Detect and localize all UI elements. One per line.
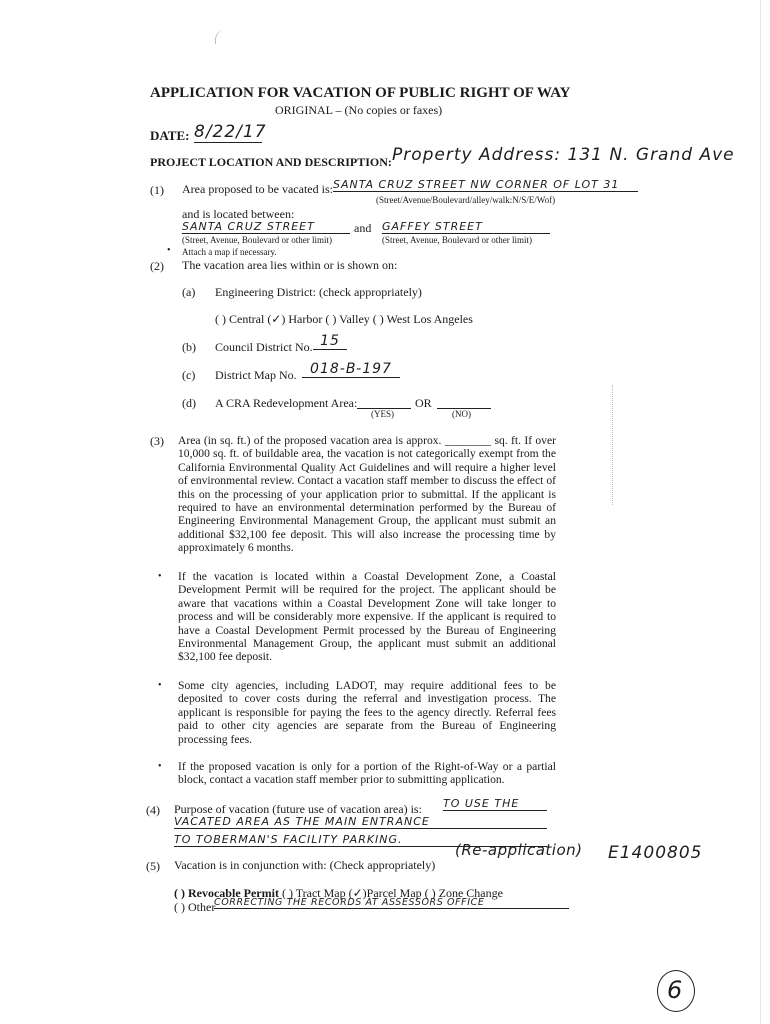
purpose-field-line-2[interactable]: VACATED AREA AS THE MAIN ENTRANCE (174, 815, 547, 829)
cra-area-label: A CRA Redevelopment Area: (215, 396, 358, 410)
item-2-label: The vacation area lies within or is shown on: (182, 258, 398, 272)
other-label: ( ) Other (174, 900, 216, 914)
reapplication-note: (Re-application) (455, 841, 583, 859)
date-label: DATE: (150, 128, 190, 143)
cra-yes-caption: (YES) (371, 409, 394, 419)
item-3-number: (3) (150, 434, 164, 448)
reference-number: E1400805 (608, 843, 703, 863)
vacated-area-caption: (Street/Avenue/Boulevard/alley/walk:N/S/E/Wof) (376, 195, 556, 205)
council-district-label: Council District No. (215, 340, 313, 354)
page-number: 6 (667, 976, 684, 1004)
item-1-label: Area proposed to be vacated is: (182, 182, 333, 196)
purpose-field-line-3[interactable]: TO TOBERMAN'S FACILITY PARKING. (174, 833, 547, 847)
partial-block-note: If the proposed vacation is only for a portion of the Right-of-Way or a partial block, contact a vacation staff member prior to submitting application. (178, 760, 556, 787)
item-2-number: (2) (150, 259, 164, 273)
purpose-field-line-1[interactable]: TO USE THE (443, 797, 547, 811)
item-2a-label: (a) (182, 285, 196, 299)
other-field[interactable]: CORRECTING THE RECORDS AT ASSESSORS OFFICE (214, 897, 569, 909)
item-2c-label: (c) (182, 368, 196, 382)
cra-or-label: OR (415, 396, 432, 410)
revocable-permit-option[interactable]: ( ) Revocable Permit (174, 886, 279, 900)
council-district-field[interactable]: 15 (313, 333, 347, 350)
street-limit-2-caption: (Street, Avenue, Boulevard or other limit) (382, 235, 533, 245)
purpose-label: Purpose of vacation (future use of vacation area) is: (174, 802, 422, 816)
vacated-area-field[interactable]: SANTA CRUZ STREET NW CORNER OF LOT 31 (333, 178, 638, 192)
bullet-icon: • (158, 680, 162, 691)
coastal-zone-note: If the vacation is located within a Coastal Development Zone, a Coastal Development Permit will be required for the project. The applicant should be aware that vacations within a Coastal Development Zone will take longer to process and will be considerably more expensive. If the applicant is required to have a Coastal Development Permit processed by the Bureau of Engineering Environmental Management Group, the applicant must submit an additional $32,100 fee deposit. (178, 570, 556, 664)
date-field[interactable]: 8/22/17 (194, 122, 267, 142)
scan-edge (760, 0, 761, 1024)
agency-fees-note: Some city agencies, including LADOT, may require additional fees to be deposited to cover costs during the referral and investigation process. The applicant is responsible for paying the fees to the agency directly. Referral fees paid to other city agencies are separate from the Bureau of Engineering processing fees. (178, 679, 556, 746)
district-map-field[interactable]: 018-B-197 (302, 361, 400, 378)
bullet-icon: • (158, 571, 162, 582)
project-location-field[interactable]: Property Address: 131 N. Grand Ave (392, 145, 735, 165)
cra-no-caption: (NO) (452, 409, 471, 419)
street-limit-1-caption: (Street, Avenue, Boulevard or other limit) (182, 235, 333, 245)
form-subtitle: ORIGINAL – (No copies or faxes) (275, 103, 443, 117)
scan-mark (215, 30, 228, 44)
located-between-label: and is located between: (182, 207, 295, 221)
item-5-number: (5) (146, 859, 160, 873)
item-1-number: (1) (150, 183, 164, 197)
attach-map-note: Attach a map if necessary. (182, 247, 277, 257)
item-4-number: (4) (146, 803, 160, 817)
item-2b-label: (b) (182, 340, 196, 354)
district-map-label: District Map No. (215, 368, 297, 382)
item-2d-label: (d) (182, 396, 196, 410)
street-limit-1-field[interactable]: SANTA CRUZ STREET (182, 220, 350, 234)
item-3-text: Area (in sq. ft.) of the proposed vacation area is approx. ________ sq. ft. If over 10,000 sq. ft. of buildable area, the vacation is not categorically exempt from the California Environmental Quality Act Guidelines and will require a higher level of environmental review. Contact a vacation staff member to discuss the effect of this on the processing of your application prior to submittal. If the applicant is required to have an environmental determination performed by the Bureau of Engineering Environmental Management Group, the applicant must submit an additional $32,100 fee deposit. This will also increase the processing time by approximately 6 months. (178, 434, 556, 555)
engineering-district-label: Engineering District: (check appropriately) (215, 285, 422, 299)
and-label: and (354, 221, 372, 235)
bullet-icon: • (167, 245, 171, 256)
bullet-icon: • (158, 761, 162, 772)
project-location-label: PROJECT LOCATION AND DESCRIPTION: (150, 155, 392, 169)
conjunction-label: Vacation is in conjunction with: (Check appropriately) (174, 858, 436, 872)
street-limit-2-field[interactable]: GAFFEY STREET (382, 220, 550, 234)
district-checkboxes[interactable]: ( ) Central (✓) Harbor ( ) Valley ( ) West Los Angeles (215, 312, 473, 326)
other-options[interactable]: ( ) Tract Map (✓)Parcel Map ( ) Zone Change (278, 886, 503, 900)
form-title: APPLICATION FOR VACATION OF PUBLIC RIGHT OF WAY (150, 85, 571, 101)
scan-mark (612, 385, 614, 505)
